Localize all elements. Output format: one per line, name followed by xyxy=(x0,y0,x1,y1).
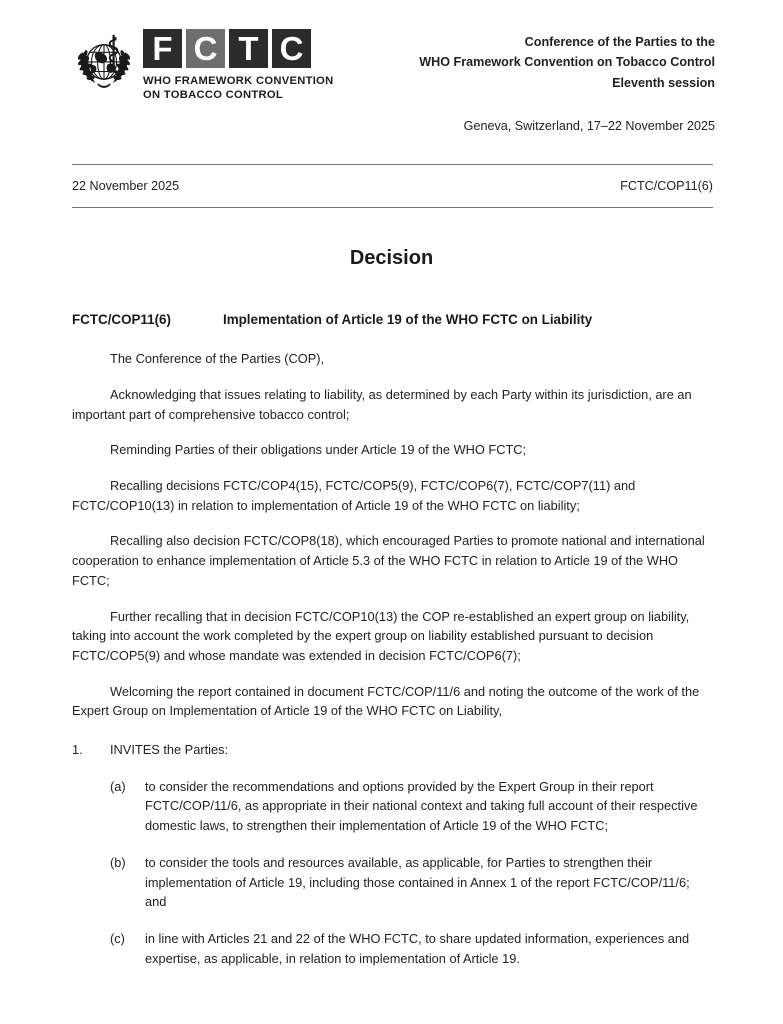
document-header xyxy=(0,0,783,133)
header-divider-bottom xyxy=(72,207,713,208)
fctc-logo xyxy=(72,26,334,103)
decision-heading xyxy=(0,312,783,327)
preamble-paragraph: Recalling also decision FCTC/COP8(18), which encouraged Parties to promote national and international cooperation to enhance implementation of Article 5.3 of the WHO FCTC in relation to Article 19 of the WHO FCTC; xyxy=(72,533,705,588)
operative-item-1 xyxy=(72,740,713,760)
decision-subject: Implementation of Article 19 of the WHO FCTC on Liability xyxy=(223,312,593,328)
operative-item-text: INVITES the Parties: xyxy=(110,742,229,758)
subitem-marker: (a) xyxy=(110,778,126,794)
fctc-letter-boxes xyxy=(143,29,334,68)
preamble-paragraph: Welcoming the report contained in document FCTC/COP/11/6 and noting the outcome of the work of the Expert Group on Implementation of Article 19 of the WHO FCTC on Liability, xyxy=(72,683,700,719)
fctc-letter-c1: C xyxy=(186,29,225,68)
subitem-marker: (b) xyxy=(110,854,126,870)
fctc-wordmark xyxy=(143,26,334,103)
page-title: Decision xyxy=(349,247,434,270)
operative-item-marker: 1. xyxy=(72,742,83,758)
subitem-text: to consider the recommendations and options provided by the Expert Group in their report FCTC/COP/11/6, as appropriate in their national context and taking full account of their respective domestic laws, to strengthen their implementation of Article 19 of the WHO FCTC; xyxy=(145,778,698,834)
conference-info xyxy=(419,26,715,133)
conference-venue: Geneva, Switzerland, 17–22 November 2025 xyxy=(463,119,715,134)
document-meta-line xyxy=(0,165,783,193)
conference-line-3: Eleventh session xyxy=(612,75,715,90)
preamble-paragraph: Further recalling that in decision FCTC/COP10(13) the COP re-established an expert group on liability, taking into account the work completed by the expert group on liability established pursuant to decision FCTC/COP5(9) and whose mandate was extended in decision FCTC/COP6(7); xyxy=(72,608,690,663)
fctc-letter-c2: C xyxy=(272,29,311,68)
preamble-paragraph: The Conference of the Parties (COP), xyxy=(110,351,325,367)
fctc-tagline-line2: ON TOBACCO CONTROL xyxy=(143,89,284,102)
document-symbol: FCTC/COP11(6) xyxy=(620,179,713,194)
operative-subitem-b xyxy=(72,853,713,912)
conference-line-2: WHO Framework Convention on Tobacco Control xyxy=(419,55,715,70)
preamble-paragraph: Acknowledging that issues relating to liability, as determined by each Party within its jurisdiction, are an important part of comprehensive tobacco control; xyxy=(72,386,692,422)
decision-number: FCTC/COP11(6) xyxy=(72,312,171,328)
preamble-paragraph: Recalling decisions FCTC/COP4(15), FCTC/COP5(9), FCTC/COP6(7), FCTC/COP7(11) and FCTC/COP10(13) in relation to implementation of Article 19 of the WHO FCTC on liability; xyxy=(72,477,636,513)
document-body xyxy=(0,349,783,968)
document-date: 22 November 2025 xyxy=(72,179,180,194)
operative-subitem-c xyxy=(72,929,713,968)
preamble-paragraph: Reminding Parties of their obligations under Article 19 of the WHO FCTC; xyxy=(110,442,527,458)
fctc-letter-t: T xyxy=(229,29,268,68)
subitem-text: to consider the tools and resources available, as applicable, for Parties to strengthen their implementation of Article 19, including those contained in Annex 1 of the report FCTC/COP/11/6; and xyxy=(145,854,690,910)
fctc-tagline xyxy=(143,74,334,103)
subitem-marker: (c) xyxy=(110,930,125,946)
conference-line-1: Conference of the Parties to the xyxy=(524,35,715,49)
fctc-letter-f: F xyxy=(143,29,182,68)
who-emblem-icon xyxy=(72,28,136,92)
fctc-tagline-line1: WHO FRAMEWORK CONVENTION xyxy=(143,75,334,87)
operative-subitem-a xyxy=(72,777,713,836)
subitem-text: in line with Articles 21 and 22 of the WHO FCTC, to share updated information, experiences and expertise, as applicable, in relation to implementation of Article 19. xyxy=(145,930,690,966)
